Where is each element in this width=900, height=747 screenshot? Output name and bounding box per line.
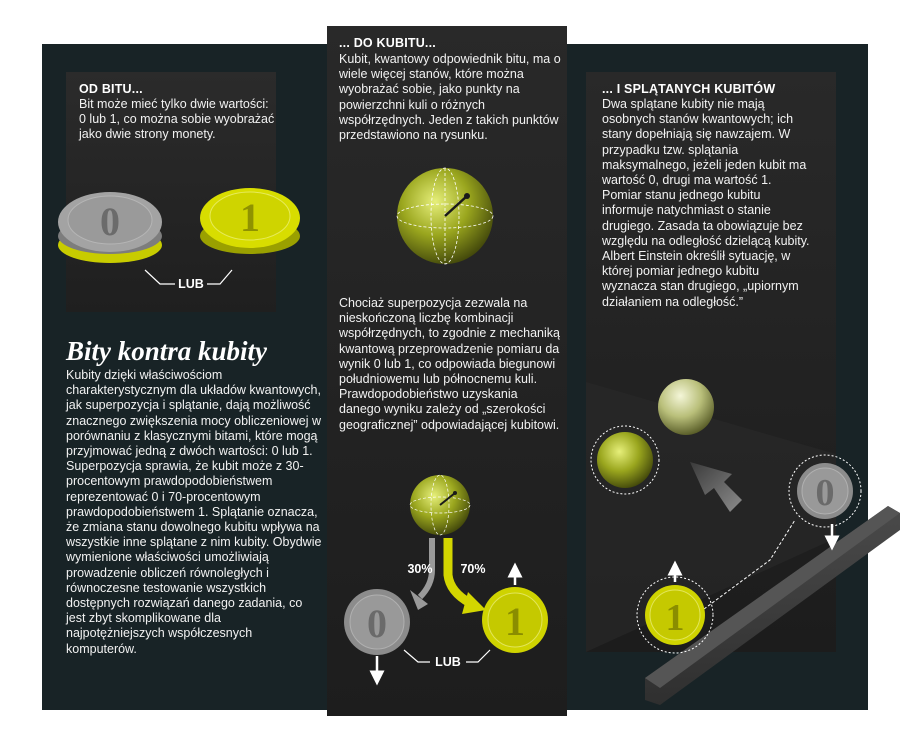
qubit-coin-zero-label: 0: [367, 601, 387, 646]
qubit-or-label: LUB: [435, 655, 461, 669]
entangled-ball-top-icon: [658, 379, 714, 435]
qubit-or-connector-right: [466, 650, 490, 662]
main-title: Bity kontra kubity: [66, 336, 268, 366]
qubit-heading: ... DO KUBITU...: [339, 36, 436, 50]
qubit-text: Kubit, kwantowy odpowiednik bitu, ma o wiele więcej stanów, które można wyobrażać sobie, jako punkty na powierzchni kuli o różnych współrzędnych. Jeden z takich punktów przedstawiono na rysunku.: [339, 52, 561, 143]
bit-coin-zero-label: 0: [100, 199, 120, 244]
main-body: Kubity dzięki właściwościom charakterystycznym dla układów kwantowych, jak superpozycja i splątanie, dają możliwość znacznego zwiększenia mocy obliczeniowej w porównaniu z klasycznymi bitami, które mogą przyjmować jedną z dwóch wartości: 0 lub 1. Superpozycja sprawia, że kubit może z 30-procentowym prawdopodobieństwem reprezentować 0 i 70-procentowym prawdopodobieństwem 1. Splątanie oznacza, że zmiana stanu dowolnego kubitu wpływa na wszystkie inne splątane z nim kubity. Obydwie wymienione właściwości umożliwiają prowadzenie obliczeń równoległych i równoczesne testowanie wszystkich dostępnych rozwiązań danego zadania, co jest zbyt skomplikowane dla najpotężniejszych współczesnych komputerów.: [66, 368, 322, 656]
bit-or-label: LUB: [178, 277, 204, 291]
qubit-measurement-text: Chociaż superpozycja zezwala na nieskończoną liczbę kombinacji współrzędnych, to zgodnie z mechaniką kwantową przeprowadzenie pomiaru da wynik 0 lub 1, co odpowiada biegunowi południowemu lub północnemu kuli. Prawdopodobieństwo uzyskania danego wyniku zależy od „szerokości geograficznej” odpowiadającej kubitowi.: [339, 296, 560, 432]
panel3-shadow: [586, 382, 836, 652]
or-connector-left: [145, 270, 175, 284]
entangled-coin-one-label: 1: [665, 597, 685, 639]
bit-heading: OD BITU...: [79, 82, 143, 96]
pct-zero-label: 30%: [407, 562, 433, 576]
qubit-or-connector-left: [404, 650, 430, 662]
entangled-ball-left-icon: [597, 432, 653, 488]
bit-coin-one-label: 1: [240, 195, 260, 240]
entangled-text: Dwa splątane kubity nie mają osobnych stanów kwantowych; ich stany dopełniają się nawzajem. W przypadku tzw. splątania maksymalnego, jeżeli jeden kubit ma wartość 0, drugi ma wartość 1. Pomiar stanu jednego kubitu informuje natychmiast o stanie drugiego. Zasada ta obowiązuje bez względu na odległość dzielącą kubity. Albert Einstein określił sytuację, w której pomiar jednego kubitu wyznacza stan drugiego, „upiornym działaniem na odległość.”: [602, 97, 810, 309]
qubit-coin-one-label: 1: [505, 599, 525, 644]
pct-one-label: 70%: [460, 562, 486, 576]
bloch-sphere-icon: [397, 168, 493, 264]
bit-text: Bit może mieć tylko dwie wartości: 0 lub 1, co można sobie wyobrażać jako dwie strony monety.: [79, 97, 275, 142]
entangled-coin-zero-label: 0: [815, 472, 835, 514]
small-bloch-sphere-icon: [410, 475, 470, 535]
entangled-heading: ... I SPLĄTANYCH KUBITÓW: [602, 82, 776, 96]
or-connector-right: [207, 270, 232, 284]
